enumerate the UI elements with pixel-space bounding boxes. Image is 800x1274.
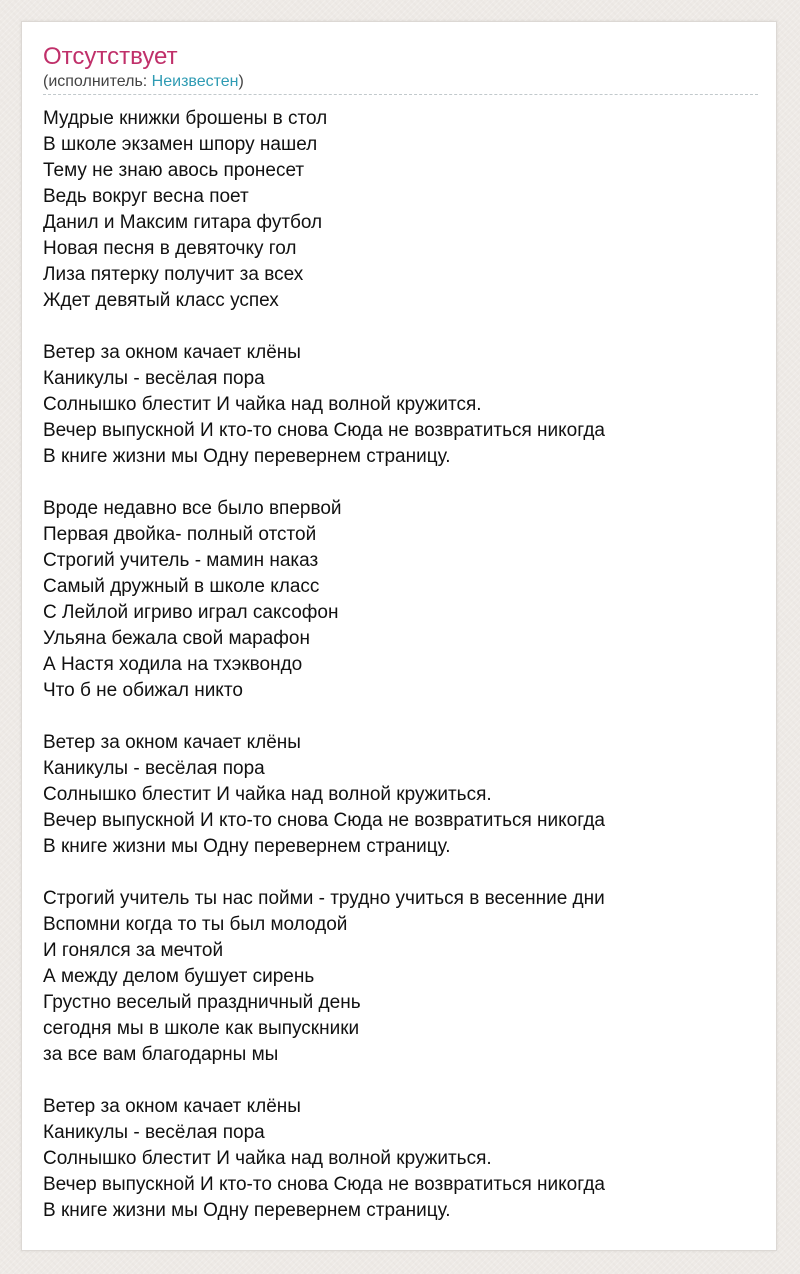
lyrics-line: Солнышко блестит И чайка над волной кружиться. [43, 784, 492, 805]
lyrics-line: сегодня мы в школе как выпускники [43, 1018, 360, 1039]
lyrics-line: Самый дружный в школе класс [43, 576, 320, 597]
lyrics-line: Вечер выпускной И кто-то снова Сюда не возвратиться никогда [43, 1174, 605, 1195]
artist-link[interactable]: Неизвестен [151, 73, 239, 90]
lyrics-line: Первая двойка- полный отстой [43, 524, 317, 545]
lyrics-line: В книге жизни мы Одну перевернем страницу. [43, 1200, 451, 1221]
lyrics-line: В книге жизни мы Одну перевернем страницу. [43, 836, 451, 857]
lyrics-line: Тему не знаю авось пронесет [43, 160, 305, 181]
lyrics-line: Новая песня в девяточку гол [43, 238, 297, 259]
lyrics-line: Ветер за окном качает клёны [43, 342, 301, 363]
lyrics-stanza [43, 886, 766, 1068]
lyrics-line: Вечер выпускной И кто-то снова Сюда не возвратиться никогда [43, 810, 605, 831]
lyrics-line: Вроде недавно все было впервой [43, 498, 342, 519]
lyrics-line: Солнышко блестит И чайка над волной кружиться. [43, 1148, 492, 1169]
lyrics-line: Ульяна бежала свой марафон [43, 628, 310, 649]
title-divider [43, 94, 758, 95]
lyrics-card [21, 21, 777, 1251]
lyrics-stanza [43, 1094, 766, 1224]
lyrics-line: Каникулы - весёлая пора [43, 1122, 265, 1143]
lyrics-line: Ждет девятый класс успех [43, 290, 279, 311]
lyrics-line: Данил и Максим гитара футбол [43, 212, 323, 233]
lyrics-line: В книге жизни мы Одну перевернем страницу. [43, 446, 451, 467]
lyrics-line: Вспомни когда то ты был молодой [43, 914, 348, 935]
lyrics-line: Ветер за окном качает клёны [43, 1096, 301, 1117]
lyrics-line: Каникулы - весёлая пора [43, 758, 265, 779]
lyrics-line: Вечер выпускной И кто-то снова Сюда не возвратиться никогда [43, 420, 605, 441]
lyrics-line: за все вам благодарны мы [43, 1044, 279, 1065]
lyrics-line: В школе экзамен шпору нашел [43, 134, 318, 155]
lyrics-line: А между делом бушует сирень [43, 966, 315, 987]
lyrics-line: Грустно веселый праздничный день [43, 992, 361, 1013]
lyrics-line: А Настя ходила на тхэквондо [43, 654, 303, 675]
lyrics-line: Строгий учитель ты нас пойми - трудно учиться в весенние дни [43, 888, 605, 909]
lyrics-line: С Лейлой игриво играл саксофон [43, 602, 339, 623]
lyrics-line: Лиза пятерку получит за всех [43, 264, 304, 285]
lyrics-line: Строгий учитель - мамин наказ [43, 550, 319, 571]
lyrics-line: И гонялся за мечтой [43, 940, 224, 961]
artist-suffix: ) [238, 73, 244, 90]
lyrics-line: Что б не обижал никто [43, 680, 243, 701]
artist-prefix: (исполнитель: [43, 73, 152, 90]
lyrics-line: Мудрые книжки брошены в стол [43, 108, 328, 129]
lyrics-line: Ведь вокруг весна поет [43, 186, 249, 207]
lyrics-stanza [43, 340, 766, 470]
lyrics-line: Ветер за окном качает клёны [43, 732, 301, 753]
lyrics-stanza [43, 106, 766, 314]
lyrics-stanza [43, 496, 766, 704]
lyrics-line: Каникулы - весёлая пора [43, 368, 265, 389]
lyrics-stanza [43, 730, 766, 860]
artist-line [43, 72, 244, 92]
lyrics-line: Солнышко блестит И чайка над волной кружится. [43, 394, 482, 415]
lyrics-text [43, 106, 766, 1250]
song-title: Отсутствует [43, 43, 178, 70]
